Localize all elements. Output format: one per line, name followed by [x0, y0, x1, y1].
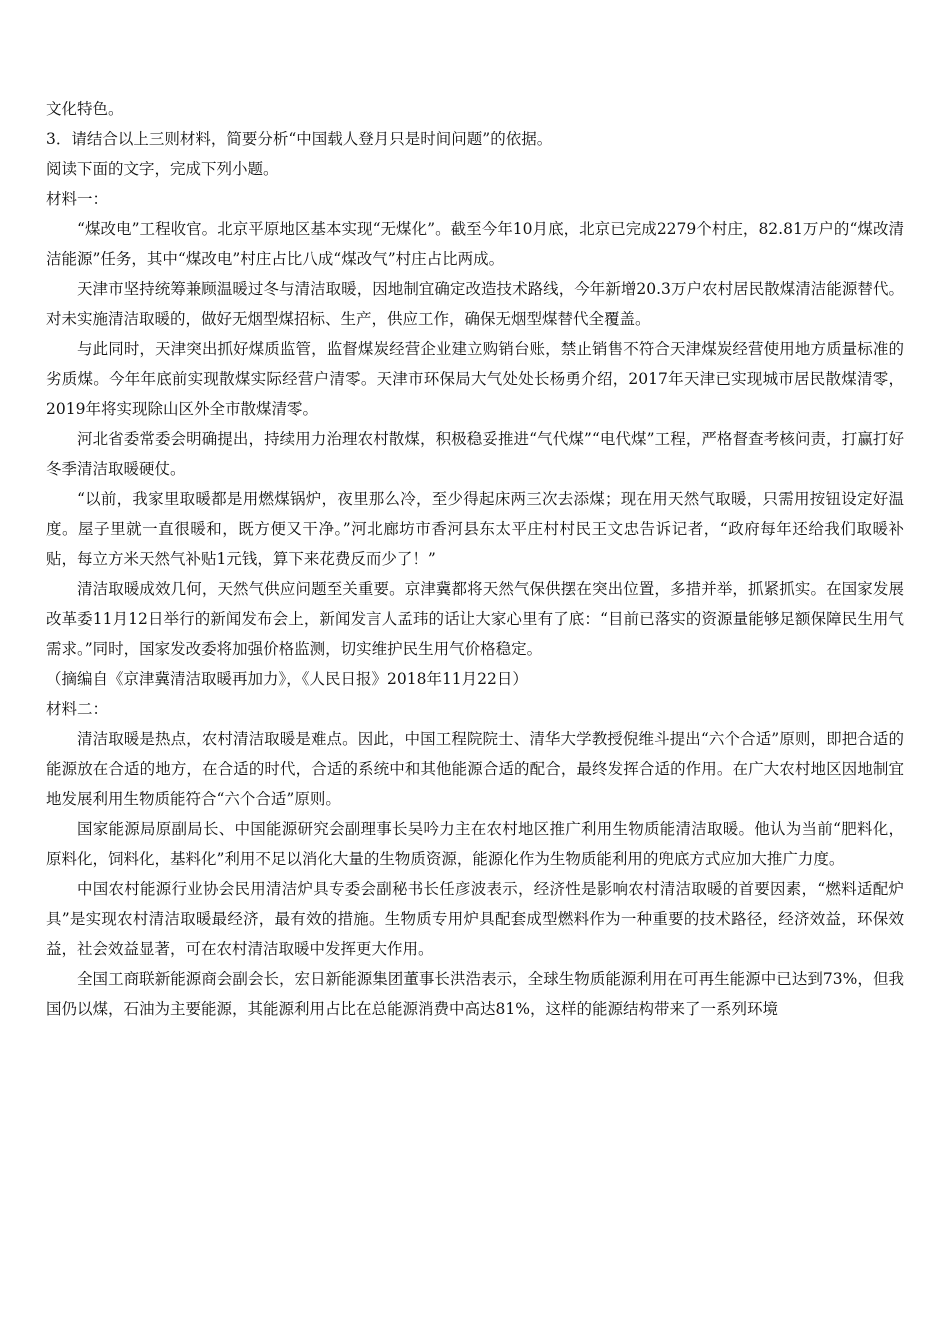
material-1-paragraph-6: 清洁取暖成效几何，天然气供应问题至关重要。京津冀都将天然气保供摆在突出位置，多措并举，抓紧抓实。在国家发展改革委11月12日举行的新闻发布会上，新闻发言人孟玮的话让大家心里有了底：“目前已落实的资源量能够足额保障民生用气需求。”同时，国家发改委将加强价格监测，切实维护民生用气价格稳定。: [46, 580, 904, 658]
reading-instruction: 阅读下面的文字，完成下列小题。: [46, 160, 279, 178]
material-1-paragraph-5: “以前，我家里取暖都是用燃煤锅炉，夜里那么冷，至少得起床两三次去添煤；现在用天然气取暖，只需用按钮设定好温度。屋子里就一直很暖和，既方便又干净。”河北廊坊市香河县东太平庄村村民王文忠告诉记者，“政府每年还给我们取暖补贴，每立方米天然气补贴1元钱，算下来花费反而少了！”: [46, 490, 904, 568]
material-1-paragraph-4: 河北省委常委会明确提出，持续用力治理农村散煤，积极稳妥推进“气代煤”“电代煤”工程，严格督查考核问责，打赢打好冬季清洁取暖硬仗。: [46, 430, 904, 478]
text-line-previous-end: 文化特色。: [46, 100, 124, 118]
material-1-paragraph-2: 天津市坚持统筹兼顾温暖过冬与清洁取暖，因地制宜确定改造技术路线，今年新增20.3万户农村居民散煤清洁能源替代。对未实施清洁取暖的，做好无烟型煤招标、生产，供应工作，确保无烟型煤替代全覆盖。: [46, 280, 904, 328]
material-2-heading: 材料二：: [46, 700, 109, 718]
material-1-heading: 材料一：: [46, 190, 109, 208]
material-2-paragraph-2: 国家能源局原副局长、中国能源研究会副理事长吴吟力主在农村地区推广利用生物质能清洁取暖。他认为当前“肥料化，原料化，饲料化，基料化”利用不足以消化大量的生物质资源，能源化作为生物质能利用的兜底方式应加大推广力度。: [46, 820, 904, 868]
material-2-paragraph-1: 清洁取暖是热点，农村清洁取暖是难点。因此，中国工程院院士、清华大学教授倪维斗提出“六个合适”原则，即把合适的能源放在合适的地方，在合适的时代，合适的系统中和其他能源合适的配合，最终发挥合适的作用。在广大农村地区因地制宜地发展利用生物质能符合“六个合适”原则。: [46, 730, 904, 808]
material-1-paragraph-3: 与此同时，天津突出抓好煤质监管，监督煤炭经营企业建立购销台账，禁止销售不符合天津煤炭经营使用地方质量标准的劣质煤。今年年底前实现散煤实际经营户清零。天津市环保局大气处处长杨勇介绍，2017年天津已实现城市居民散煤清零，2019年将实现除山区外全市散煤清零。: [46, 340, 904, 418]
question-3: 3．请结合以上三则材料，简要分析“中国载人登月只是时间问题”的依据。: [46, 130, 553, 148]
material-2-paragraph-3: 中国农村能源行业协会民用清洁炉具专委会副秘书长任彦波表示，经济性是影响农村清洁取暖的首要因素，“燃料适配炉具”是实现农村清洁取暖最经济，最有效的措施。生物质专用炉具配套成型燃料作为一种重要的技术路径，经济效益，环保效益，社会效益显著，可在农村清洁取暖中发挥更大作用。: [46, 880, 904, 958]
material-1-source: （摘编自《京津冀清洁取暖再加力》，《人民日报》2018年11月22日）: [46, 670, 528, 688]
material-1-paragraph-1: “煤改电”工程收官。北京平原地区基本实现“无煤化”。截至今年10月底，北京已完成2279个村庄，82.81万户的“煤改清洁能源”任务，其中“煤改电”村庄占比八成“煤改气”村庄占比两成。: [46, 220, 904, 268]
material-2-paragraph-4: 全国工商联新能源商会副会长，宏日新能源集团董事长洪浩表示，全球生物质能源利用在可再生能源中已达到73%，但我国仍以煤，石油为主要能源，其能源利用占比在总能源消费中高达81%，这样的能源结构带来了一系列环境: [46, 970, 904, 1018]
